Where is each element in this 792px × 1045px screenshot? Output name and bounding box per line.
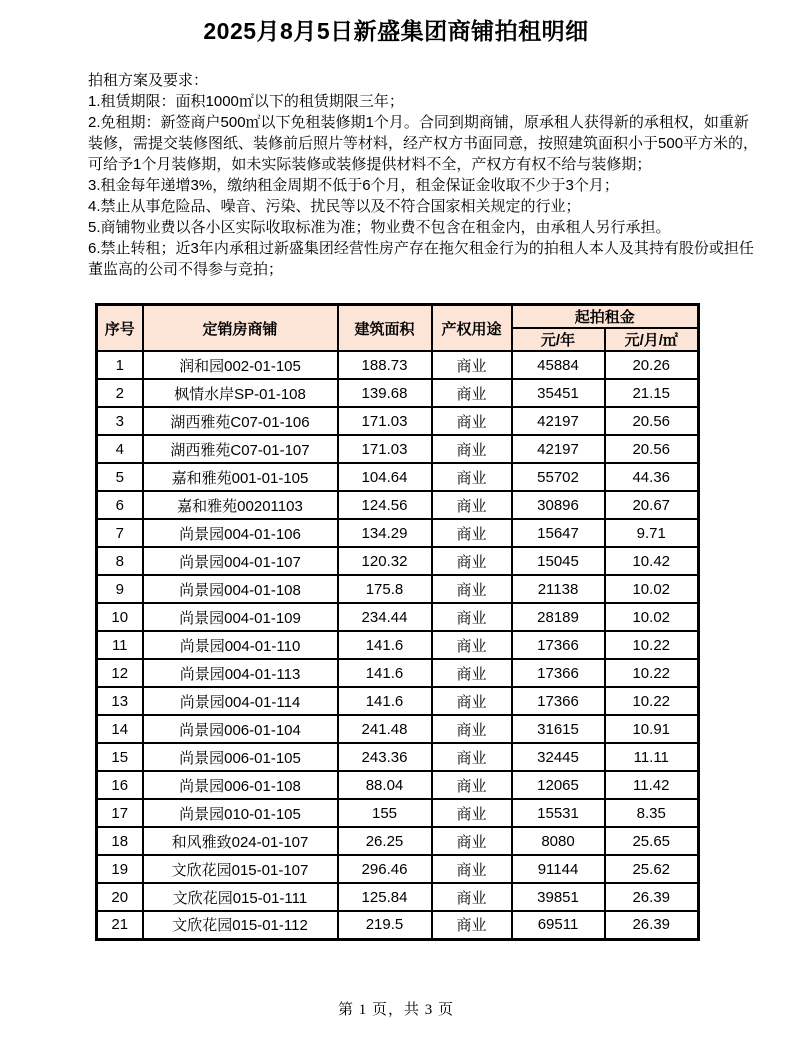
cell-shop: 湖西雅苑C07-01-107 xyxy=(143,435,338,463)
cell-rent_year: 42197 xyxy=(512,407,605,435)
cell-rent_month_sqm: 10.22 xyxy=(605,687,699,715)
cell-seq: 6 xyxy=(97,491,143,519)
table-row xyxy=(97,379,699,407)
cell-shop: 尚景园004-01-113 xyxy=(143,659,338,687)
cell-shop: 文欣花园015-01-107 xyxy=(143,855,338,883)
cell-shop: 润和园002-01-105 xyxy=(143,351,338,379)
cell-area: 188.73 xyxy=(338,351,432,379)
cell-seq: 2 xyxy=(97,379,143,407)
cell-rent_year: 15647 xyxy=(512,519,605,547)
cell-shop: 尚景园004-01-110 xyxy=(143,631,338,659)
cell-seq: 15 xyxy=(97,743,143,771)
cell-usage: 商业 xyxy=(432,855,512,883)
cell-rent_month_sqm: 11.11 xyxy=(605,743,699,771)
cell-rent_year: 17366 xyxy=(512,659,605,687)
table-row xyxy=(97,463,699,491)
cell-shop: 湖西雅苑C07-01-106 xyxy=(143,407,338,435)
cell-rent_month_sqm: 20.26 xyxy=(605,351,699,379)
cell-area: 141.6 xyxy=(338,687,432,715)
cell-shop: 枫情水岸SP-01-108 xyxy=(143,379,338,407)
cell-usage: 商业 xyxy=(432,771,512,799)
notes xyxy=(88,70,759,280)
cell-area: 171.03 xyxy=(338,435,432,463)
table-row xyxy=(97,519,699,547)
cell-usage: 商业 xyxy=(432,715,512,743)
table-row xyxy=(97,827,699,855)
cell-area: 171.03 xyxy=(338,407,432,435)
cell-shop: 嘉和雅苑001-01-105 xyxy=(143,463,338,491)
cell-shop: 和风雅致024-01-107 xyxy=(143,827,338,855)
cell-usage: 商业 xyxy=(432,547,512,575)
table-body xyxy=(97,351,699,939)
cell-usage: 商业 xyxy=(432,631,512,659)
table-row xyxy=(97,743,699,771)
cell-rent_month_sqm: 8.35 xyxy=(605,799,699,827)
cell-rent_year: 15045 xyxy=(512,547,605,575)
table-row xyxy=(97,799,699,827)
cell-rent_year: 17366 xyxy=(512,687,605,715)
table-row xyxy=(97,407,699,435)
cell-shop: 尚景园006-01-108 xyxy=(143,771,338,799)
cell-seq: 12 xyxy=(97,659,143,687)
cell-rent_year: 55702 xyxy=(512,463,605,491)
cell-seq: 5 xyxy=(97,463,143,491)
cell-rent_month_sqm: 10.02 xyxy=(605,603,699,631)
table-row xyxy=(97,547,699,575)
note-line: 装修，需提交装修图纸、装修前后照片等材料，经产权方书面同意，按照建筑面积小于500平方米的， xyxy=(88,135,759,152)
table-row xyxy=(97,883,699,911)
cell-rent_year: 42197 xyxy=(512,435,605,463)
note-line: 1.租赁期限：面积1000㎡以下的租赁期限三年； xyxy=(88,93,404,110)
cell-shop: 文欣花园015-01-111 xyxy=(143,883,338,911)
cell-area: 88.04 xyxy=(338,771,432,799)
cell-rent_year: 39851 xyxy=(512,883,605,911)
cell-area: 104.64 xyxy=(338,463,432,491)
cell-usage: 商业 xyxy=(432,911,512,939)
cell-seq: 3 xyxy=(97,407,143,435)
cell-usage: 商业 xyxy=(432,463,512,491)
cell-rent_month_sqm: 25.62 xyxy=(605,855,699,883)
page-number: 第 1 页，共 3 页 xyxy=(337,1002,454,1018)
cell-shop: 尚景园006-01-104 xyxy=(143,715,338,743)
table-row xyxy=(97,351,699,379)
cell-rent_month_sqm: 10.42 xyxy=(605,547,699,575)
cell-shop: 文欣花园015-01-112 xyxy=(143,911,338,939)
cell-rent_month_sqm: 10.22 xyxy=(605,659,699,687)
cell-rent_year: 30896 xyxy=(512,491,605,519)
cell-usage: 商业 xyxy=(432,687,512,715)
note-line: 2.免租期：新签商户500㎡以下免租装修期1个月。合同到期商铺，原承租人获得新的承租权，如重新 xyxy=(88,114,749,131)
cell-usage: 商业 xyxy=(432,659,512,687)
table-row xyxy=(97,771,699,799)
cell-seq: 8 xyxy=(97,547,143,575)
table-row xyxy=(97,603,699,631)
table-row xyxy=(97,659,699,687)
note-line: 董监高的公司不得参与竞拍； xyxy=(88,261,284,278)
cell-shop: 尚景园010-01-105 xyxy=(143,799,338,827)
cell-usage: 商业 xyxy=(432,491,512,519)
cell-shop: 尚景园004-01-109 xyxy=(143,603,338,631)
cell-rent_year: 17366 xyxy=(512,631,605,659)
cell-shop: 尚景园004-01-114 xyxy=(143,687,338,715)
note-line: 4.禁止从事危险品、噪音、污染、扰民等以及不符合国家相关规定的行业； xyxy=(88,198,581,215)
cell-seq: 4 xyxy=(97,435,143,463)
note-line: 可给予1个月装修期，如未实际装修或装修提供材料不全，产权方有权不给与装修期； xyxy=(88,156,652,173)
cell-seq: 21 xyxy=(97,911,143,939)
cell-usage: 商业 xyxy=(432,603,512,631)
table-row xyxy=(97,715,699,743)
cell-rent_year: 8080 xyxy=(512,827,605,855)
cell-seq: 16 xyxy=(97,771,143,799)
table-row xyxy=(97,491,699,519)
note-line: 5.商铺物业费以各小区实际收取标准为准；物业费不包含在租金内，由承租人另行承担。 xyxy=(88,219,671,236)
cell-rent_year: 91144 xyxy=(512,855,605,883)
header-seq: 序号 xyxy=(97,305,143,352)
cell-rent_month_sqm: 20.56 xyxy=(605,407,699,435)
header-rent-group: 起拍租金 xyxy=(512,305,699,329)
cell-seq: 11 xyxy=(97,631,143,659)
cell-area: 219.5 xyxy=(338,911,432,939)
cell-rent_month_sqm: 11.42 xyxy=(605,771,699,799)
table-row xyxy=(97,575,699,603)
cell-area: 234.44 xyxy=(338,603,432,631)
cell-rent_month_sqm: 25.65 xyxy=(605,827,699,855)
cell-area: 141.6 xyxy=(338,631,432,659)
rent-table-header xyxy=(97,305,699,352)
cell-rent_year: 21138 xyxy=(512,575,605,603)
cell-seq: 10 xyxy=(97,603,143,631)
cell-usage: 商业 xyxy=(432,575,512,603)
cell-rent_month_sqm: 26.39 xyxy=(605,911,699,939)
cell-area: 296.46 xyxy=(338,855,432,883)
cell-usage: 商业 xyxy=(432,407,512,435)
cell-rent_month_sqm: 10.22 xyxy=(605,631,699,659)
cell-rent_year: 12065 xyxy=(512,771,605,799)
header-rent-year: 元/年 xyxy=(512,328,605,351)
cell-rent_year: 28189 xyxy=(512,603,605,631)
table-row xyxy=(97,687,699,715)
cell-area: 120.32 xyxy=(338,547,432,575)
cell-seq: 18 xyxy=(97,827,143,855)
table-row xyxy=(97,911,699,939)
cell-area: 124.56 xyxy=(338,491,432,519)
cell-area: 125.84 xyxy=(338,883,432,911)
table-row xyxy=(97,631,699,659)
cell-area: 175.8 xyxy=(338,575,432,603)
cell-usage: 商业 xyxy=(432,883,512,911)
cell-seq: 19 xyxy=(97,855,143,883)
cell-rent_month_sqm: 21.15 xyxy=(605,379,699,407)
cell-rent_year: 31615 xyxy=(512,715,605,743)
cell-usage: 商业 xyxy=(432,519,512,547)
cell-shop: 尚景园006-01-105 xyxy=(143,743,338,771)
cell-usage: 商业 xyxy=(432,379,512,407)
cell-seq: 14 xyxy=(97,715,143,743)
cell-rent_month_sqm: 26.39 xyxy=(605,883,699,911)
cell-shop: 嘉和雅苑00201103 xyxy=(143,491,338,519)
cell-rent_year: 15531 xyxy=(512,799,605,827)
cell-usage: 商业 xyxy=(432,743,512,771)
cell-rent_year: 69511 xyxy=(512,911,605,939)
header-usage: 产权用途 xyxy=(432,305,512,352)
cell-area: 26.25 xyxy=(338,827,432,855)
cell-area: 139.68 xyxy=(338,379,432,407)
cell-rent_year: 45884 xyxy=(512,351,605,379)
cell-seq: 13 xyxy=(97,687,143,715)
cell-rent_month_sqm: 9.71 xyxy=(605,519,699,547)
note-line: 6.禁止转租；近3年内承租过新盛集团经营性房产存在拖欠租金行为的拍租人本人及其持有股份或担任 xyxy=(88,240,754,257)
cell-shop: 尚景园004-01-107 xyxy=(143,547,338,575)
cell-usage: 商业 xyxy=(432,827,512,855)
cell-seq: 17 xyxy=(97,799,143,827)
header-rent-month-sqm: 元/月/㎡ xyxy=(605,328,699,351)
header-shop: 定销房商铺 xyxy=(143,305,338,352)
cell-area: 243.36 xyxy=(338,743,432,771)
note-line: 3.租金每年递增3%，缴纳租金周期不低于6个月，租金保证金收取不少于3个月； xyxy=(88,177,619,194)
cell-rent_month_sqm: 20.56 xyxy=(605,435,699,463)
cell-seq: 20 xyxy=(97,883,143,911)
rent-table xyxy=(95,303,700,941)
cell-area: 141.6 xyxy=(338,659,432,687)
cell-area: 134.29 xyxy=(338,519,432,547)
cell-shop: 尚景园004-01-106 xyxy=(143,519,338,547)
cell-area: 155 xyxy=(338,799,432,827)
page-title: 2025月8月5日新盛集团商铺拍租明细 xyxy=(203,18,589,44)
table-row xyxy=(97,435,699,463)
cell-shop: 尚景园004-01-108 xyxy=(143,575,338,603)
cell-usage: 商业 xyxy=(432,351,512,379)
note-line: 拍租方案及要求： xyxy=(88,72,209,89)
cell-rent_month_sqm: 10.02 xyxy=(605,575,699,603)
cell-rent_month_sqm: 20.67 xyxy=(605,491,699,519)
cell-seq: 9 xyxy=(97,575,143,603)
cell-rent_month_sqm: 44.36 xyxy=(605,463,699,491)
cell-rent_month_sqm: 10.91 xyxy=(605,715,699,743)
header-area: 建筑面积 xyxy=(338,305,432,352)
cell-usage: 商业 xyxy=(432,799,512,827)
table-row xyxy=(97,855,699,883)
cell-rent_year: 35451 xyxy=(512,379,605,407)
cell-usage: 商业 xyxy=(432,435,512,463)
cell-area: 241.48 xyxy=(338,715,432,743)
cell-seq: 1 xyxy=(97,351,143,379)
cell-seq: 7 xyxy=(97,519,143,547)
cell-rent_year: 32445 xyxy=(512,743,605,771)
